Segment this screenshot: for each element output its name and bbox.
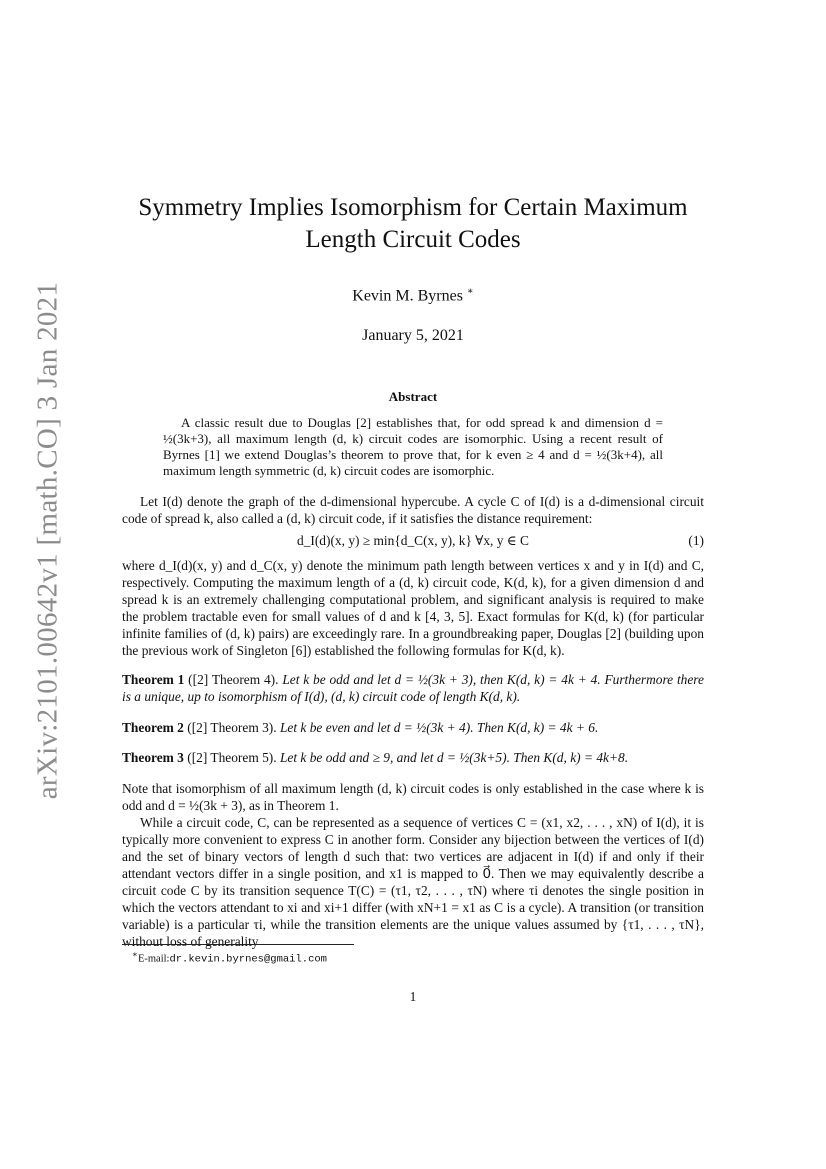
theorem-3-statement: Let k be odd and ≥ 9, and let d = ½(3k+5). Then K(d, k) = 4k+8. [279, 750, 629, 766]
abstract-heading: Abstract [388, 389, 438, 405]
paragraph-transition-sequence: While a circuit code, C, can be represented as a sequence of vertices C = (x1, x2, . . . , xN) of I(d), it is typically more convenient to express C in another form. Consider any bijection between the vertices of I(d) and the set of binary vectors of length d such that: two vertices are adjacent in I(d) if and only if their attendant vectors differ in a single position, and x1 is mapped to 0⃗. Then we may equivalently describe a circuit code C by its transition sequence T(C) = (τ1, τ2, . . . , τN) where τi denotes the single position in which the vectors attendant to xi and xi+1 differ (with xN+1 = x1 as C is a cycle). A transition (or transition variable) is a particular τi, while the transition elements are the unique values assumed by {τ1, . . . , τN}, without loss of generality [122, 814, 704, 949]
paper-date: January 5, 2021 [362, 327, 464, 345]
theorem-2-statement: Let k be even and let d = ½(3k + 4). Then K(d, k) = 4k + 6. [279, 719, 599, 735]
theorem-2 [122, 719, 704, 736]
equation-number: (1) [688, 533, 704, 549]
title-line-2: Length Circuit Codes [305, 226, 521, 253]
theorem-1-source: ([2] Theorem 4). [188, 672, 279, 688]
footnote-divider [122, 944, 354, 945]
title-line-1: Symmetry Implies Isomorphism for Certain Maximum [138, 194, 688, 221]
footnote-mark: ∗ [132, 949, 138, 959]
paragraph-background: where d_I(d)(x, y) and d_C(x, y) denote the minimum path length between vertices x and y in I(d) and C, respectively. Computing the maximum length of a (d, k) circuit code, K(d, k), for a given dimension d and spread k is an extremely challenging computational problem, and significant analysis is required to make the problem tractable even for small values of d and k [4, 3, 5]. Exact formulas for K(d, k) (for particular infinite families of (d, k) pairs) are exceedingly rare. In a groundbreaking paper, Douglas [2] (building upon the previous work of Singleton [6]) established the following formulas for K(d, k). [122, 558, 704, 659]
theorem-1-statement: Let k be odd and let d = ½(3k + 3), then K(d, k) = 4k + 4. Furthermore there is a unique, up to isomorphism of I(d), (d, k) circuit code of length K(d, k). [122, 672, 704, 705]
author-line [122, 286, 704, 305]
paper-title [122, 192, 704, 256]
abstract-text: A classic result due to Douglas [2] establishes that, for odd spread k and dimension d = ½(3k+3), all maximum length (d, k) circuit codes are isomorphic. Using a recent result of Byrnes [1] we extend Douglas’s theorem to prove that, for k even ≥ 4 and d = ½(3k+4), all maximum length symmetric (d, k) circuit codes are isomorphic. [163, 415, 663, 479]
theorem-3-label: Theorem 3 [122, 750, 184, 766]
theorem-2-source: ([2] Theorem 3). [187, 719, 277, 735]
theorem-2-label: Theorem 2 [122, 719, 184, 735]
arxiv-identifier: arXiv:2101.00642v1 [math.CO] 3 Jan 2021 [31, 281, 64, 799]
footnote-label: E-mail: [137, 953, 170, 965]
theorem-3 [122, 749, 704, 766]
theorem-1 [122, 671, 704, 705]
equation-body: d_I(d)(x, y) ≥ min{d_C(x, y), k} ∀x, y ∈ C [297, 533, 529, 549]
paragraph-isomorphism-note: Note that isomorphism of all maximum length (d, k) circuit codes is only established in the case where k is odd and d = ½(3k + 3), as in Theorem 1. [122, 780, 704, 813]
author-footnote-mark: ∗ [466, 286, 474, 297]
page-number: 1 [409, 989, 417, 1004]
footnote [132, 949, 327, 966]
footnote-email[interactable]: dr.kevin.byrnes@gmail.com [169, 953, 327, 966]
paper-page [122, 192, 704, 950]
theorem-1-label: Theorem 1 [122, 672, 185, 688]
theorem-3-source: ([2] Theorem 5). [187, 750, 277, 766]
paragraph-definition: Let I(d) denote the graph of the d-dimensional hypercube. A cycle C of I(d) is a d-dimensional circuit code of spread k, also called a (d, k) circuit code, if it satisfies the distance requirement: [122, 494, 704, 527]
author-name: Kevin M. Byrnes [352, 287, 463, 305]
arxiv-stamp [28, 281, 68, 799]
equation-1 [122, 533, 704, 551]
